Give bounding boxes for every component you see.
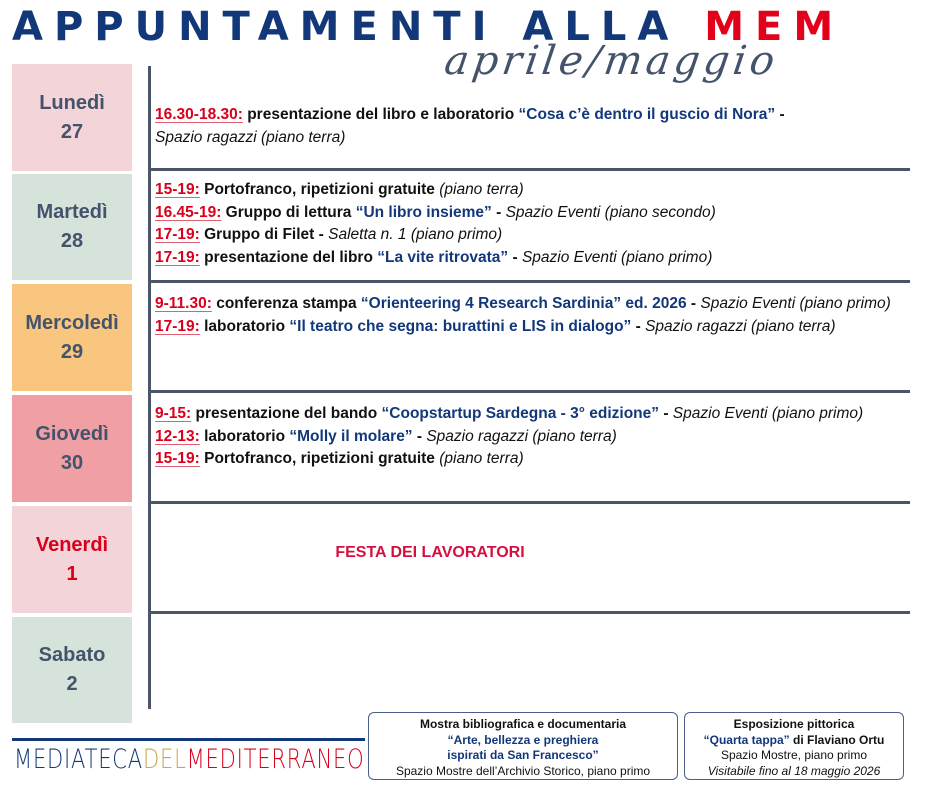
event-desc: Gruppo di lettura [221, 203, 356, 221]
day-label-tuesday [12, 174, 132, 280]
event-item [155, 224, 915, 247]
box-heading: Esposizione pittorica [733, 717, 855, 731]
day-label-thursday [12, 395, 132, 502]
logo-part-3: MEDITERRANEO [186, 744, 365, 775]
day-number: 29 [60, 340, 84, 363]
event-place: (piano terra) [439, 450, 524, 467]
events-wednesday [155, 293, 915, 338]
event-sep: - [508, 248, 522, 266]
event-item [155, 179, 915, 202]
event-time: 9-15: [155, 405, 192, 422]
event-sep: - [412, 427, 427, 445]
day-number: 1 [66, 562, 78, 585]
day-name: Venerdì [35, 533, 109, 556]
day-number: 30 [60, 451, 84, 474]
event-desc: presentazione del bando [191, 405, 382, 422]
exhibition-box-2 [684, 712, 904, 780]
event-sep: - [775, 106, 785, 123]
event-item [155, 104, 915, 149]
event-item [155, 448, 915, 471]
event-desc: presentazione del libro e laboratorio [242, 106, 519, 123]
event-sep: - [659, 405, 673, 422]
mediateca-logo [14, 742, 364, 778]
event-place: Spazio Eventi (piano primo) [521, 248, 713, 266]
event-item [155, 316, 915, 339]
row-divider [148, 501, 910, 504]
day-name: Giovedì [35, 422, 109, 445]
event-item [155, 293, 915, 316]
event-sep: - [631, 317, 646, 335]
event-time: 17-19: [155, 248, 200, 266]
logo-part-2: DEL [142, 744, 187, 775]
row-divider [148, 611, 910, 614]
event-desc: Gruppo di Filet [199, 226, 315, 243]
event-title: “Cosa c’è dentro il guscio di Nora” [518, 106, 776, 123]
event-place: Spazio Eventi (piano primo) [672, 405, 864, 422]
event-sep: - [314, 226, 329, 243]
event-title: “Orienteering 4 Research Sardinia” ed. 2026 [360, 295, 687, 312]
exhibition-box-1 [368, 712, 678, 780]
box-place: Spazio Mostre dell’Archivio Storico, piano primo [395, 763, 651, 778]
event-time: 9-11.30: [155, 295, 212, 312]
event-place: Spazio Eventi (piano primo) [700, 295, 891, 312]
day-number: 27 [60, 120, 84, 143]
row-divider [148, 280, 910, 283]
event-item [155, 202, 915, 225]
event-desc: presentazione del libro [199, 248, 378, 266]
box-heading: Mostra bibliografica e documentaria [419, 717, 627, 731]
day-name: Lunedì [39, 91, 105, 114]
box-title-line-1: “Arte, bellezza e preghiera [447, 732, 599, 747]
event-time: 15-19: [155, 181, 200, 198]
day-name: Mercoledì [25, 311, 119, 334]
event-sep: - [686, 295, 701, 312]
event-title: “Il teatro che segna: burattini e LIS in dialogo” [289, 317, 632, 335]
holiday-label: FESTA DEI LAVORATORI [335, 544, 525, 561]
event-desc: laboratorio [199, 317, 290, 335]
event-place: Spazio ragazzi (piano terra) [155, 128, 346, 146]
event-time: 15-19: [155, 450, 200, 467]
box-note: Visitabile fino al 18 maggio 2026 [707, 763, 881, 778]
events-thursday [155, 403, 915, 471]
event-title: “Un libro insieme” [355, 203, 492, 221]
event-place: Spazio Eventi (piano secondo) [505, 203, 716, 221]
event-place: Spazio ragazzi (piano terra) [645, 317, 836, 335]
event-time: 16.30-18.30: [155, 106, 243, 123]
day-label-saturday [12, 617, 132, 723]
day-label-monday [12, 64, 132, 171]
day-name: Sabato [38, 644, 106, 666]
day-label-wednesday [12, 284, 132, 391]
title-main: APPUNTAMENTI ALLA [12, 4, 705, 50]
event-item [155, 247, 915, 270]
event-title: “Molly il molare” [289, 427, 413, 445]
event-desc: Portofranco, ripetizioni gratuite [199, 450, 440, 467]
event-desc: laboratorio [199, 427, 290, 445]
event-time: 16.45-19: [155, 203, 222, 221]
event-title: “La vite ritrovata” [377, 248, 509, 266]
day-label-friday [12, 506, 132, 613]
event-item [155, 426, 915, 449]
event-time: 17-19: [155, 226, 200, 243]
row-divider [148, 390, 910, 393]
event-time: 17-19: [155, 317, 200, 335]
event-place: (piano terra) [439, 181, 524, 198]
event-item [155, 403, 915, 426]
event-place: Saletta n. 1 (piano primo) [328, 226, 503, 243]
event-place: Spazio ragazzi (piano terra) [426, 427, 617, 445]
title-accent: MEM [704, 4, 845, 50]
event-desc: Portofranco, ripetizioni gratuite [199, 181, 440, 198]
row-divider [148, 168, 910, 171]
events-tuesday [155, 179, 915, 269]
day-number: 28 [60, 230, 84, 252]
box-title-line-2: ispirati da San Francesco” [447, 748, 599, 762]
event-desc: conferenza stampa [211, 295, 361, 312]
event-sep: - [491, 203, 506, 221]
logo-part-1: MEDIATECA [14, 744, 143, 775]
box-author: di Flaviano Ortu [789, 732, 885, 747]
box-title: “Quarta tappa” [703, 732, 790, 747]
event-title: “Coopstartup Sardegna - 3° edizione” [381, 405, 660, 422]
events-monday [155, 104, 915, 149]
day-number: 2 [66, 673, 78, 695]
box-place: Spazio Mostre, piano primo [720, 748, 868, 762]
day-name: Martedì [36, 201, 108, 223]
event-time: 12-13: [155, 427, 200, 445]
page-subtitle: aprile/maggio [441, 38, 782, 84]
footer-divider [12, 738, 365, 741]
